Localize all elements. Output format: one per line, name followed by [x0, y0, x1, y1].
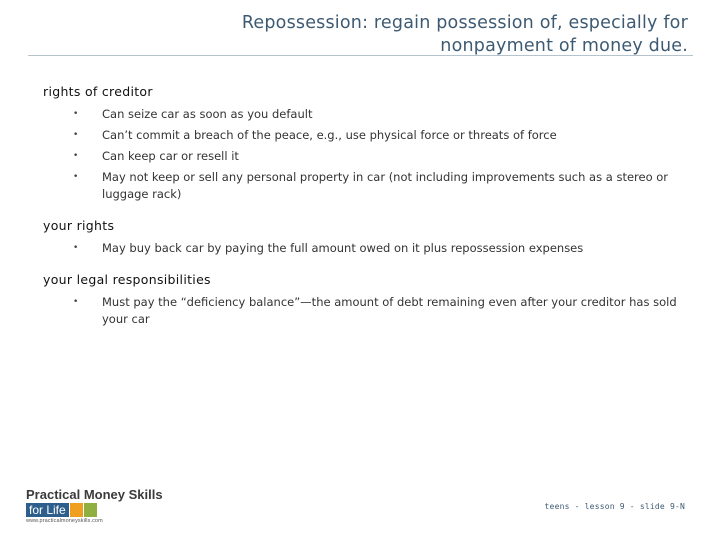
bullet-icon: • — [73, 109, 79, 119]
section-your-rights — [43, 218, 683, 257]
logo-tagline-row — [26, 503, 176, 517]
bullet-icon: • — [73, 151, 79, 161]
list-item-text: Must pay the “deficiency balance”—the amount of debt remaining even after your creditor has sold your car — [102, 295, 677, 326]
bullet-list — [43, 106, 683, 203]
logo-url: www.practicalmoneyskills.com — [26, 518, 103, 524]
section-heading: your rights — [43, 218, 115, 233]
logo-square-green — [84, 503, 97, 517]
list-item-text: Can’t commit a breach of the peace, e.g., use physical force or threats of force — [102, 128, 557, 142]
list-item — [43, 169, 683, 203]
list-item-text: May buy back car by paying the full amount owed on it plus repossession expenses — [102, 241, 584, 255]
section-legal-responsibilities — [43, 272, 683, 328]
bullet-list — [43, 240, 683, 257]
logo-square-orange — [70, 503, 83, 517]
logo-for-life: for Life — [26, 503, 69, 517]
section-heading: rights of creditor — [43, 84, 153, 99]
section-heading: your legal responsibilities — [43, 272, 211, 287]
section-creditor-rights — [43, 84, 683, 203]
slide-footer: teens - lesson 9 - slide 9-N — [544, 502, 685, 511]
bullet-list — [43, 294, 683, 328]
slide-body — [43, 84, 683, 343]
list-item-text: Can seize car as soon as you default — [102, 107, 313, 121]
bullet-icon: • — [73, 172, 79, 182]
bullet-icon: • — [73, 297, 79, 307]
bullet-icon: • — [73, 130, 79, 140]
list-item — [43, 127, 683, 144]
list-item — [43, 148, 683, 165]
list-item-text: May not keep or sell any personal property in car (not including improvements such as a stereo or luggage rack) — [102, 170, 669, 201]
list-item — [43, 240, 683, 257]
bullet-icon: • — [73, 243, 79, 253]
logo-wordmark: Practical Money Skills — [26, 487, 163, 502]
list-item — [43, 294, 683, 328]
list-item — [43, 106, 683, 123]
list-item-text: Can keep car or resell it — [102, 149, 239, 163]
title-divider — [28, 55, 693, 56]
practical-money-skills-logo — [26, 488, 176, 528]
slide-title: Repossession: regain possession of, especially for nonpayment of money due. — [241, 13, 688, 56]
